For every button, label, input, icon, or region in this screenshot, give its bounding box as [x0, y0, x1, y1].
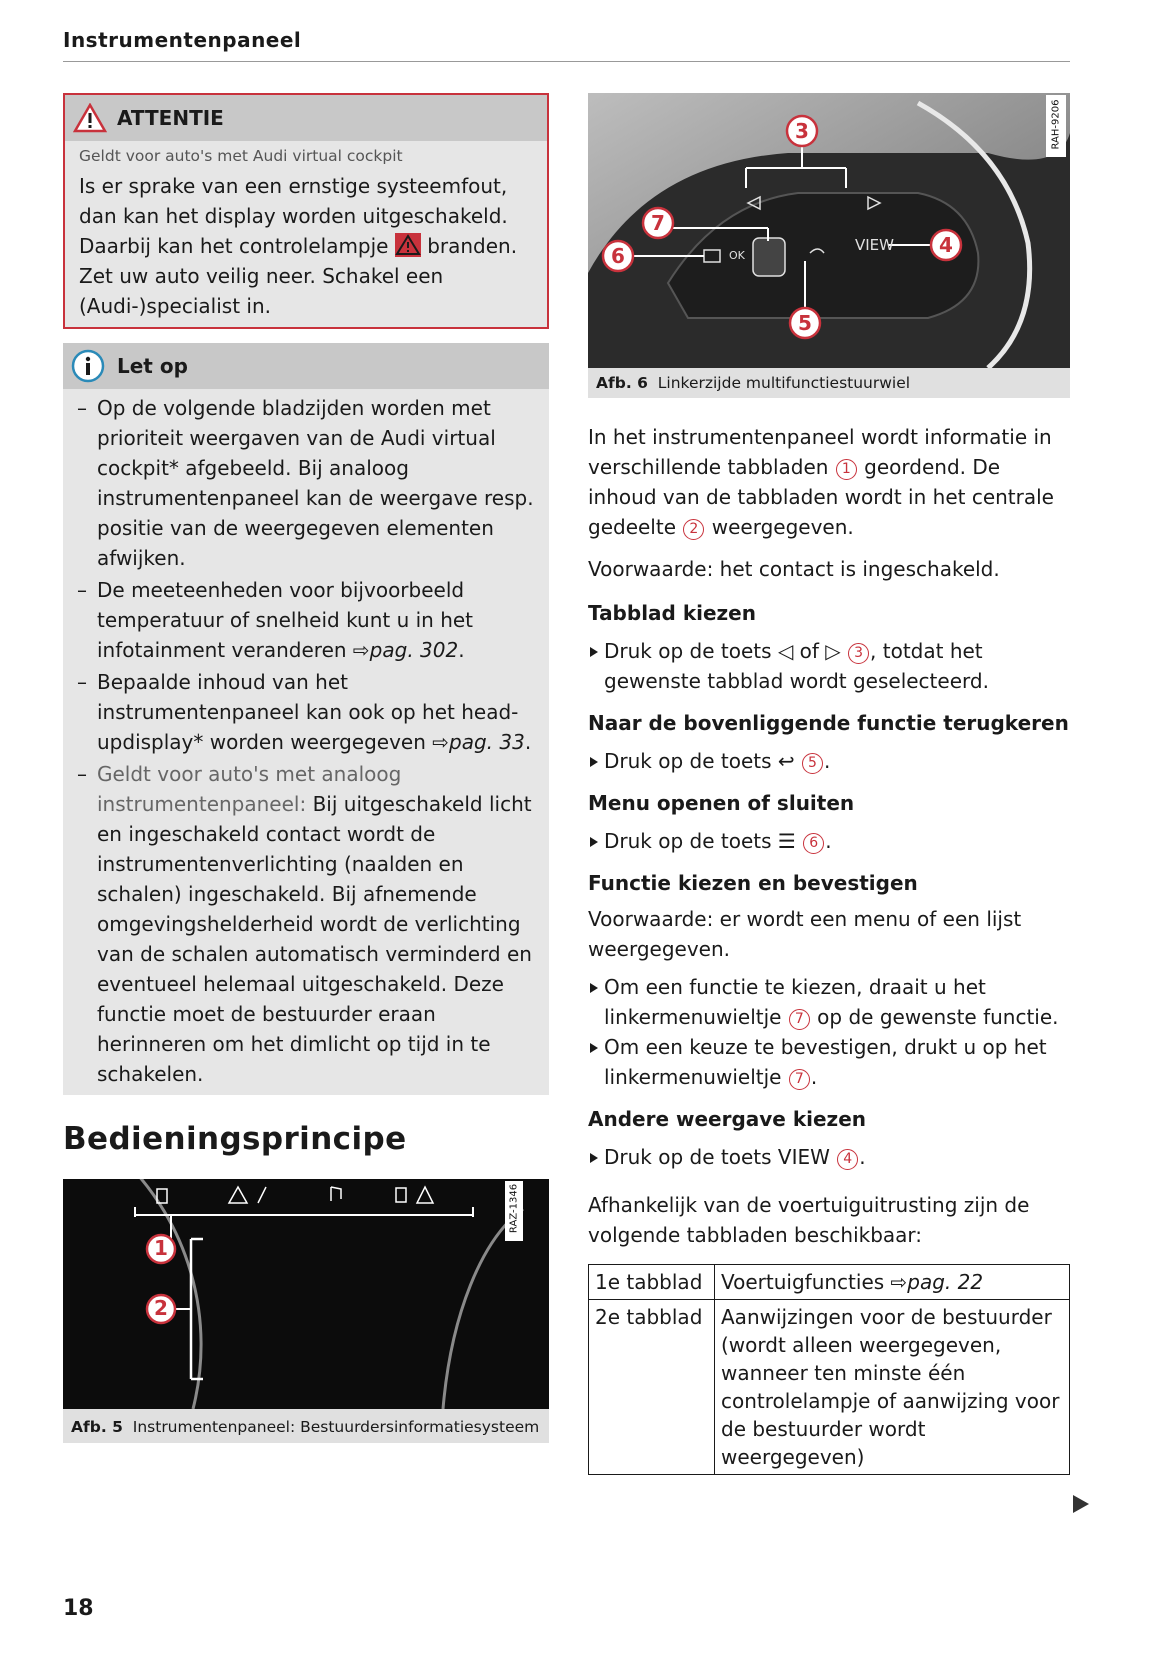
figure-marker-6: 6 [611, 244, 625, 268]
figure-marker-3: 3 [795, 119, 809, 143]
figure-marker-1: 1 [154, 1236, 168, 1260]
marker-ref-4: 4 [837, 1149, 858, 1170]
page-number: 18 [63, 1596, 94, 1621]
figure-marker-5: 5 [798, 311, 812, 335]
note-item-text: De meeteenheden voor bijvoorbeeld temperatuur of snelheid kunt u in het infotainment veranderen [97, 578, 474, 662]
intro-text: geordend. De inhoud van de tabbladen wordt in het centrale gedeelte [588, 455, 1054, 539]
figure-5 [63, 1179, 549, 1443]
note-list [63, 389, 549, 1095]
note-item-text: Bij uitgeschakeld licht en ingeschakeld contact wordt de instrumentenverlichting (naalden en schalen) ingeschakeld. Bij afnemende omgevingshelderheid wordt de verlichting van de schalen automatisch verminderd en eventueel helemaal uitgeschakeld. Deze functie moet de bestuurder eraan herinneren om het dimlicht op tijd in te schakelen. [97, 792, 532, 1086]
note-header [63, 343, 549, 389]
caption-label: Afb. 6 [596, 374, 648, 392]
note-item-text: Bepaalde inhoud van het instrumentenpaneel kan ook op het head-updisplay* worden weergegeven [97, 670, 519, 754]
prerequisite-text-2: Voorwaarde: er wordt een menu of een lijst weergegeven. [588, 907, 1022, 961]
table-cell-tab: 2e tabblad [589, 1300, 715, 1475]
instruction-function-select [588, 972, 1070, 1032]
attention-title: ATTENTIE [117, 106, 224, 130]
section-title: Bedieningsprincipe [63, 1121, 407, 1157]
attention-text-part1: Is er sprake van een ernstige systeemfout, dan kan het display worden uitgeschakeld. Daarbij kan het controlelampje [79, 174, 508, 258]
instrument-cluster-image [63, 1179, 549, 1409]
instruction-menu: Druk op de toets ☰ 6 . [588, 826, 1070, 856]
note-item-punct: . [524, 730, 532, 754]
marker-ref-6: 6 [803, 833, 824, 854]
page-reference-link[interactable]: ⇨pag. 22 [890, 1270, 984, 1294]
instruction-text: Druk op de toets VIEW [604, 1145, 830, 1169]
figure-5-caption [63, 1409, 549, 1443]
attention-box [63, 93, 549, 329]
figure-marker-4: 4 [939, 233, 953, 257]
back-arrow-icon: ↩ [777, 749, 795, 773]
list-item [77, 667, 535, 757]
attention-subtitle: Geldt voor auto's met Audi virtual cockpit [79, 147, 403, 165]
instruction-text: op de gewenste functie. [817, 1005, 1059, 1029]
table-cell-tab: 1e tabblad [589, 1265, 715, 1300]
instruction-tab-select [588, 636, 1070, 696]
intro-text: weergegeven. [711, 515, 854, 539]
table-cell-desc [715, 1265, 1070, 1300]
instruction-text: of [799, 639, 819, 663]
page-reference-link[interactable]: ⇨pag. 302 [352, 638, 459, 662]
marker-ref-1: 1 [836, 459, 857, 480]
caption-text: Instrumentenpaneel: Bestuurdersinformatiesysteem [132, 1418, 540, 1436]
instruction-text: , totdat het gewenste tabblad wordt geselecteerd. [604, 639, 989, 693]
page-reference-link[interactable]: ⇨pag. 33 [432, 730, 525, 754]
figure-marker-7: 7 [651, 211, 665, 235]
info-icon [71, 349, 105, 383]
warning-triangle-icon [73, 103, 107, 133]
heading-tab-select: Tabblad kiezen [588, 601, 756, 625]
intro-text: In het instrumentenpaneel wordt informatie in verschillende tabbladen [588, 425, 1052, 479]
left-column [63, 93, 549, 1443]
list-item [77, 575, 535, 665]
left-arrow-icon: ◁ [777, 639, 794, 663]
availability-text: Afhankelijk van de voertuiguitrusting zijn de volgende tabbladen beschikbaar: [588, 1193, 1030, 1247]
table-row [589, 1265, 1070, 1300]
list-item [77, 759, 535, 1089]
ok-button-label: OK [729, 249, 745, 262]
marker-ref-5: 5 [802, 753, 823, 774]
table-cell-desc: Aanwijzingen voor de bestuurder (wordt alleen weergegeven, wanneer ten minste één controlelampje of aanwijzing voor de bestuurder wordt weergegeven) [715, 1300, 1070, 1475]
instruction-text: Druk op de toets [604, 639, 772, 663]
heading-back: Naar de bovenliggende functie terugkeren [588, 711, 1069, 735]
instruction-view: Druk op de toets VIEW 4 . [588, 1142, 1070, 1172]
warning-lamp-icon [395, 233, 421, 257]
heading-menu: Menu openen of sluiten [588, 791, 855, 815]
marker-ref-7: 7 [789, 1009, 810, 1030]
note-item-punct: . [458, 638, 465, 662]
prerequisite-text: Voorwaarde: het contact is ingeschakeld. [588, 557, 1000, 581]
instruction-text: Druk op de toets [604, 749, 772, 773]
caption-label: Afb. 5 [71, 1418, 123, 1436]
figure-6-caption [588, 368, 1070, 398]
marker-ref-2: 2 [683, 519, 704, 540]
heading-view: Andere weergave kiezen [588, 1107, 866, 1131]
steering-wheel-image [588, 93, 1070, 368]
tabs-table [588, 1264, 1070, 1475]
caption-text: Linkerzijde multifunctiestuurwiel [657, 374, 911, 392]
figure-code: RAH-9206 [1050, 99, 1062, 150]
figure-code: RAZ-1346 [508, 1183, 520, 1234]
figure-marker-2: 2 [154, 1296, 168, 1320]
view-button-label: VIEW [855, 236, 894, 254]
note-box [63, 343, 549, 1095]
running-header: Instrumentenpaneel [63, 28, 302, 52]
cluster-illustration [63, 1179, 549, 1409]
menu-list-icon: ☰ [777, 829, 796, 853]
figure-6 [588, 93, 1070, 398]
list-item [77, 393, 535, 573]
instruction-text: Om een keuze te bevestigen, drukt u op het linkermenuwieltje [604, 1035, 1047, 1089]
table-row [589, 1300, 1070, 1475]
attention-text-part2: branden. Zet uw auto veilig neer. Schakel een (Audi-)specialist in. [79, 234, 518, 318]
header-divider [63, 61, 1070, 62]
table-desc-text: Voertuigfuncties [721, 1270, 891, 1294]
heading-function: Functie kiezen en bevestigen [588, 871, 918, 895]
intro-paragraph [588, 422, 1070, 542]
continue-arrow-icon [1073, 1495, 1089, 1513]
instruction-back: Druk op de toets ↩ 5 . [588, 746, 1070, 776]
instruction-text: Druk op de toets [604, 829, 772, 853]
note-item-text: Op de volgende bladzijden worden met prioriteit weergaven van de Audi virtual cockpit* afgebeeld. Bij analoog instrumentenpaneel kan de weergave resp. positie van de weergegeven elementen afwijken. [97, 396, 534, 570]
marker-ref-3: 3 [848, 643, 869, 664]
instruction-text: Om een functie te kiezen, draait u het linkermenuwieltje [604, 975, 986, 1029]
note-item-condition: Geldt voor auto's met analoog instrumentenpaneel: [97, 762, 402, 816]
note-title: Let op [117, 354, 188, 378]
instruction-function-confirm: Om een keuze te bevestigen, drukt u op het linkermenuwieltje 7 . [588, 1032, 1070, 1092]
marker-ref-7: 7 [789, 1069, 810, 1090]
attention-header [65, 95, 547, 141]
right-arrow-icon: ▷ [825, 639, 841, 663]
attention-text [65, 165, 547, 327]
right-column [588, 93, 1070, 1475]
